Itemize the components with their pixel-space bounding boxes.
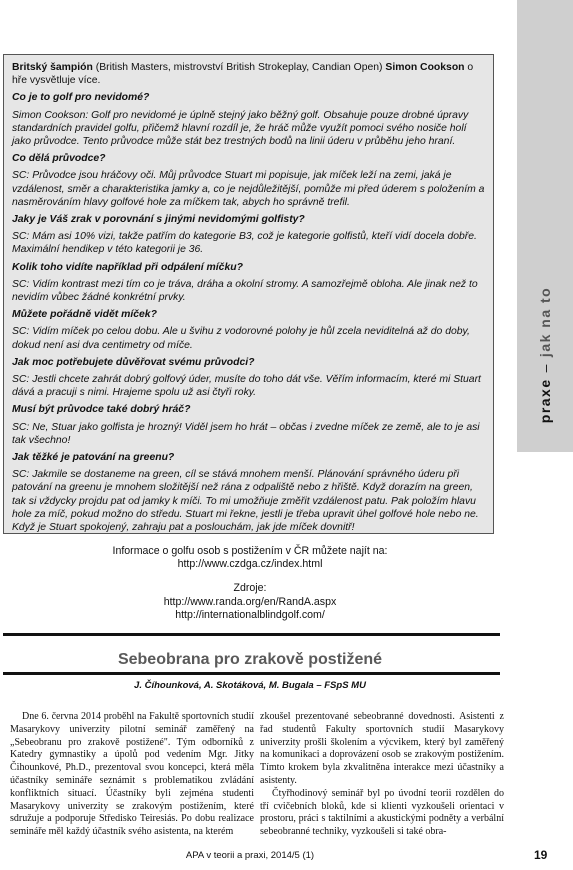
sources-label: Zdroje: [233,582,267,594]
section-label-dash: – [537,363,553,373]
answer: SC: Jakmile se dostaneme na green, cíl se stává mnohem menší. Plánování správného úderu při patování na greenu je mnohem složitější než rána z odpaliště nebo z hřiště. Když dorazím na green, tak si vždycky projdu pat od jamky k míči. To mi umožňuje změřit vzdálenost patu. Pak položím hlavu hole za míč, pokud možno do středu. Stuart mi řekne, jestli je třeba upravit úhel golfové hole nebo ne. Když je Stuart spokojený, zahraju pat a poslouchám, jak jde míček dovnitř! [12,469,479,534]
section-divider [3,633,500,636]
question: Co dělá průvodce? [12,153,106,165]
question: Kolik toho vidíte například při odpálení míčku? [12,261,243,273]
column-2-paragraph-2: Čtyřhodinový seminář byl po úvodní teorii rozdělen do tří cvičebních bloků, kde si klienti vyzkoušeli orientaci v prostoru, práci s taktilními a akustickými podněty a verbální sebeobranné techniky, vyzkoušeli si také obra- [260,787,504,838]
question: Jak moc potřebujete důvěřovat svému průvodci? [12,356,255,368]
intro-mid: (British Masters, mistrovství British Strokeplay, Candian Open) [92,62,386,73]
question: Jak těžké je patování na greenu? [12,452,175,464]
interview-intro [12,61,485,87]
footer-journal: APA v teorii a praxi, 2014/5 (1) [185,850,315,861]
article-authors: J. Číhounková, A. Skotáková, M. Bugala – FSpS MU [134,680,366,691]
intro-name-2: Simon Cookson [385,62,465,73]
interview-box [3,54,494,534]
column-1-paragraph: Dne 6. června 2014 proběhl na Fakultě sportovních studií Masarykovy univerzity pilotní seminář zaměřený na „Sebeobranu pro zrakově postižené". Tým odborníků z Katedry gymnastiky a úpolů pod vedením Mgr. Jitky Čihounkové, Ph.D., prezentoval svou koncepci, která měla účastníky semináře seznámit s problematikou zvládání konfliktních situací. Účastníky byli zejména studenti Masarykovy univerzity se zrakovým postižením, které sdružuje a podporuje Středisko Teiresiás. Po dobu realizace semináře měl každý účastník svého asistenta, na kterém [10,711,254,838]
question: Musí být průvodce také dobrý hráč? [12,404,191,416]
title-underline [3,672,500,675]
info-link[interactable]: http://www.czdga.cz/index.html [177,558,323,570]
source-link-2[interactable]: http://internationalblindgolf.com/ [175,609,325,621]
answer: SC: Vidím kontrast mezi tím co je tráva, dráha a okolní stromy. A samozřejmě obloha. Ale jinak než to nevidím vůbec žádné konkrétní prvky. [12,278,478,304]
column-2-paragraph-1: zkoušel prezentované sebeobranné dovednosti. Asistenti z řad studentů Fakulty sportovních studií Masarykovy univerzity prošli školením a výcvikem, který byl zaměřený na komunikaci a doprovázení osob se zrakovým postižením. Tímto krokem byla zkvalitněna interakce mezi účastníky a asistenty. [260,711,504,786]
question: Můžete pořádně vidět míček? [12,309,157,321]
source-link-1[interactable]: http://www.randa.org/en/RandA.aspx [163,596,337,608]
answer: SC: Jestli chcete zahrát dobrý golfový úder, musíte do toho dát vše. Věřím informacím, které mi Stuart dává a pracuji s nimi. Hrajeme spolu už asi čtyři roky. [12,374,481,399]
intro-name-1: Britský šampión [12,62,93,73]
article-column-1 [10,711,254,839]
answer: SC: Průvodce jsou hráčovy oči. Můj průvodce Stuart mi popisuje, jak míček leží na zemi, jaká je vzdálenost, směr a charakteristika jamky a, co je nejdůležitější, pomůže mi před úderem s položením a nasměrováním hlavy golfové hole za míčkem tak, abych ho správně trefil. [12,170,485,208]
article-column-2 [260,711,504,839]
answer: SC: Ne, Stuar jako golfista je hrozný! Viděl jsem ho hrát – občas i zvedne míček ze země, ale to je asi tak všechno! [12,421,480,446]
answer: Simon Cookson: Golf pro nevidomé je úplně stejný jako běžný golf. Obsahuje pouze drobné úpravy standardních pravidel golfu, přičemž hlavní rozdíl je, že hráč může využít pomoci svého nosiče holí jako průvodce. Tento průvodce může stát bez trestných bodů na linii úderu v průběhu jeho hraní. [12,109,469,148]
section-label-sub: jak na to [537,286,553,358]
answer: SC: Mám asi 10% vizi, takže patřím do kategorie B3, což je kategorie golfistů, kteří vidí docela dobře. Maximální hendikep v této kategorii je 36. [12,231,477,256]
article-title: Sebeobrana pro zrakově postižené [117,651,383,668]
question: Jaky je Váš zrak v porovnání s jinými nevidomými golfisty? [12,214,305,226]
section-label [537,287,553,423]
page-number: 19 [534,848,548,862]
section-label-main: praxe [537,378,553,424]
info-line: Informace o golfu osob s postižením v ČR můžete najít na: [112,545,388,557]
question: Co je to golf pro nevidomé? [12,92,150,104]
answer: SC: Vidím míček po celou dobu. Ale u švihu z vodorovné polohy je hůl zcela neviditelná až do doby, dokud není asi dva centimetry od míče. [12,326,470,351]
intro-end: o hře vysvětluje více. [12,62,474,87]
